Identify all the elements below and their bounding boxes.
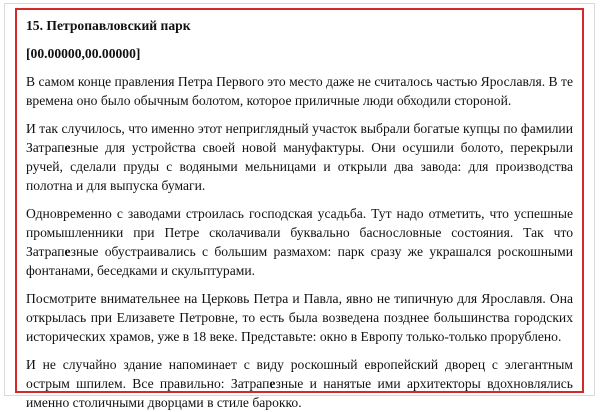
article-frame [15,8,584,410]
paragraph-3-text-start: Одновременно с заводами строилась господская усадьба. Тут надо отметить, что успешные промышленники при Петре сколачивали буквально баснословные состояния. Так что Затрап [26,206,573,259]
document-page [4,3,595,410]
article-heading: 15. Петропавловский парк [26,18,191,33]
stressed-letter: е [64,140,71,155]
paragraph-3-text-end: зные обустраивались с большим размахом: парк сразу же украшался роскошными фонтанами, беседками и скульптурами. [26,244,573,278]
paragraph-1: В самом конце правления Петра Первого это место даже не считалось частью Ярославля. В те времена оно было обычным болотом, которое приличные люди обходили стороной. [26,74,573,108]
stressed-letter: е [269,376,276,391]
paragraph-2-text-end: зные для устройства своей новой мануфактуры. Они осушили болото, перекрыли ручей, сделали пруды с водяными мельницами и открыли два завода: для производства полотна и для выпуска бумаги. [26,140,573,193]
paragraph-4: Посмотрите внимательнее на Церковь Петра и Павла, явно не типичную для Ярославля. Она открылась при Елизавете Петровне, то есть была возведена позднее большинства городских исторических храмов, уже в 18 веке. Представьте: окно в Европу только-только прорублено. [26,291,573,344]
paragraph-5-text-start: И не случайно здание напоминает с виду роскошный европейский дворец с элегантным острым шпилем. Все правильно: Затрап [26,357,573,391]
paragraph-5-text-end: зные и нанятые ими архитекторы вдохновлялись именно столичными дворцами в стиле барокко. [26,376,573,410]
paragraph-2-text-start: И так случилось, что именно этот неприглядный участок выбрали богатые купцы по фамилии Затрап [26,121,573,155]
paragraph-2 [26,119,573,195]
article-coordinates: [00.00000,00.00000] [26,46,141,61]
stressed-letter: е [64,244,71,259]
article-body [26,16,573,412]
paragraph-5 [26,355,573,412]
paragraph-3 [26,204,573,280]
